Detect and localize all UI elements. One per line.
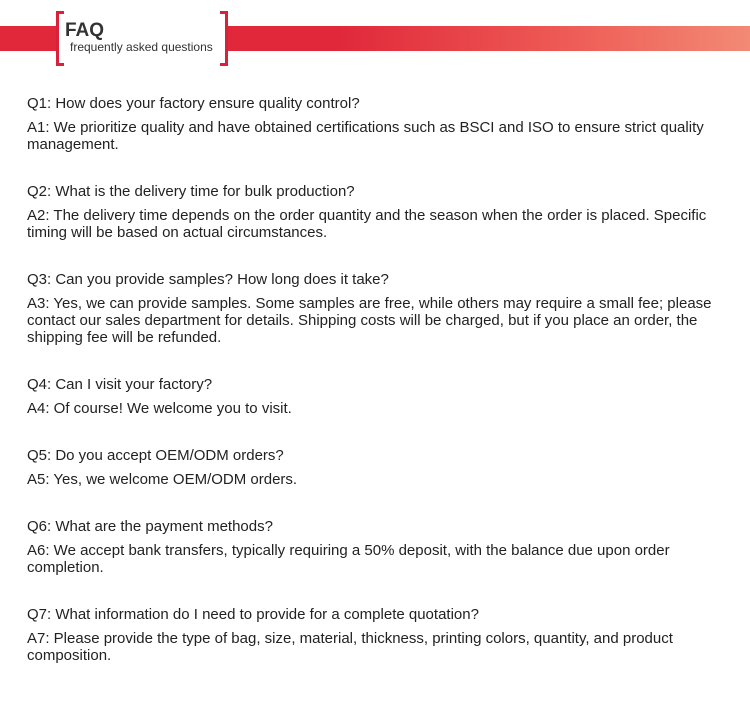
faq-subtitle: frequently asked questions <box>70 40 213 54</box>
faq-item <box>27 183 742 241</box>
right-bracket-decoration <box>220 11 228 66</box>
faq-question: Q7: What information do I need to provide for a complete quotation? <box>27 606 479 623</box>
faq-answer: A7: Please provide the type of bag, size, material, thickness, printing colors, quantity, and product composition. <box>27 630 673 664</box>
faq-header-banner <box>0 0 750 70</box>
faq-item <box>27 447 742 488</box>
faq-item <box>27 95 742 153</box>
faq-answer: A1: We prioritize quality and have obtained certifications such as BSCI and ISO to ensure strict quality management. <box>27 119 704 153</box>
faq-title-box <box>56 11 228 66</box>
faq-question: Q5: Do you accept OEM/ODM orders? <box>27 447 284 464</box>
faq-answer: A5: Yes, we welcome OEM/ODM orders. <box>27 471 298 488</box>
faq-answer: A2: The delivery time depends on the order quantity and the season when the order is placed. Specific timing will be based on actual circumstances. <box>27 207 707 241</box>
faq-item <box>27 518 742 576</box>
faq-question: Q1: How does your factory ensure quality control? <box>27 95 360 112</box>
faq-answer: A3: Yes, we can provide samples. Some samples are free, while others may require a small fee; please contact our sales department for details. Shipping costs will be charged, but if you place an order, the shipping fee will be refunded. <box>27 295 712 346</box>
faq-answer: A4: Of course! We welcome you to visit. <box>27 400 292 417</box>
faq-answer: A6: We accept bank transfers, typically requiring a 50% deposit, with the balance due upon order completion. <box>27 542 670 576</box>
faq-question: Q3: Can you provide samples? How long does it take? <box>27 271 389 288</box>
faq-question: Q6: What are the payment methods? <box>27 518 273 535</box>
faq-item <box>27 606 742 664</box>
left-bracket-decoration <box>56 11 64 66</box>
faq-list <box>27 95 742 694</box>
faq-item <box>27 271 742 346</box>
faq-title: FAQ <box>65 20 105 41</box>
faq-question: Q4: Can I visit your factory? <box>27 376 213 393</box>
faq-question: Q2: What is the delivery time for bulk production? <box>27 183 355 200</box>
faq-item <box>27 376 742 417</box>
